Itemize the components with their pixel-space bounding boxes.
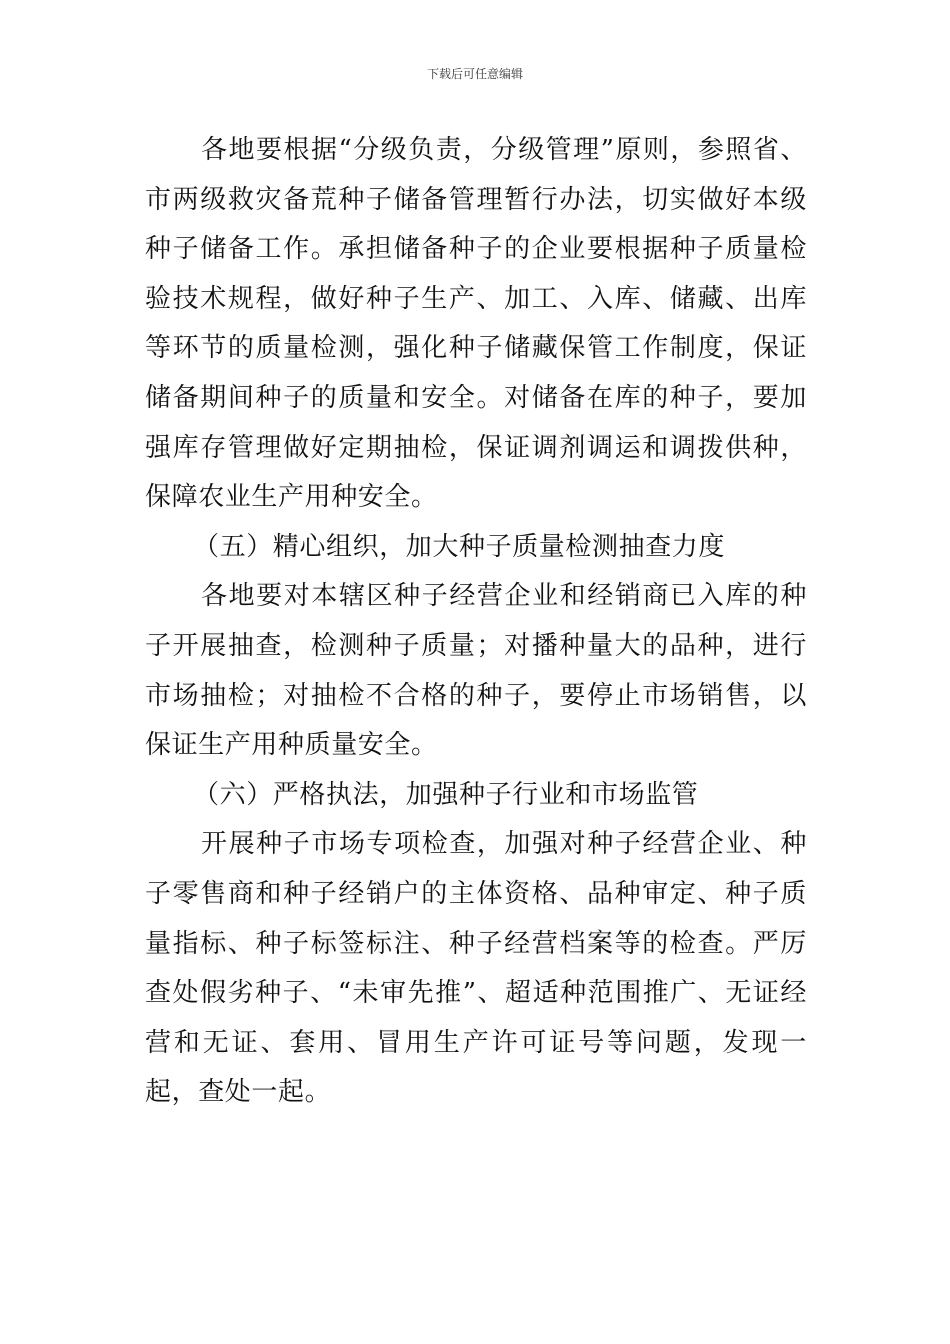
document-body (145, 126, 807, 1118)
page-header: 下载后可任意编辑 (426, 67, 523, 81)
section-heading-5: （五）精心组织，加大种子质量检测抽查力度 (193, 531, 726, 562)
paragraph-seed-reserve: 各地要根据“分级负责，分级管理”原则，参照省、市两级救灾备荒种子储备管理暂行办法，切实做好本级种子储备工作。承担储备种子的企业要根据种子质量检验技术规程，做好种子生产、加工、入库、储藏、出库等环节的质量检测，强化种子储藏保管工作制度，保证储备期间种子的质量和安全。对储备在库的种子，要加强库存管理做好定期抽检，保证调剂调运和调拨供种，保障农业生产用种安全。 (145, 135, 807, 513)
paragraph-quality-inspection: 各地要对本辖区种子经营企业和经销商已入库的种子开展抽查，检测种子质量；对播种量大的品种，进行市场抽检；对抽检不合格的种子，要停止市场销售，以保证生产用种质量安全。 (145, 581, 807, 761)
section-heading-6: （六）严格执法，加强种子行业和市场监管 (193, 779, 699, 810)
paragraph-market-supervision: 开展种子市场专项检查，加强对种子经营企业、种子零售商和种子经销户的主体资格、品种审定、种子质量指标、种子标签标注、种子经营档案等的检查。严厉查处假劣种子、“未审先推”、超适种范围推广、无证经营和无证、套用、冒用生产许可证号等问题，发现一起，查处一起。 (145, 829, 807, 1108)
